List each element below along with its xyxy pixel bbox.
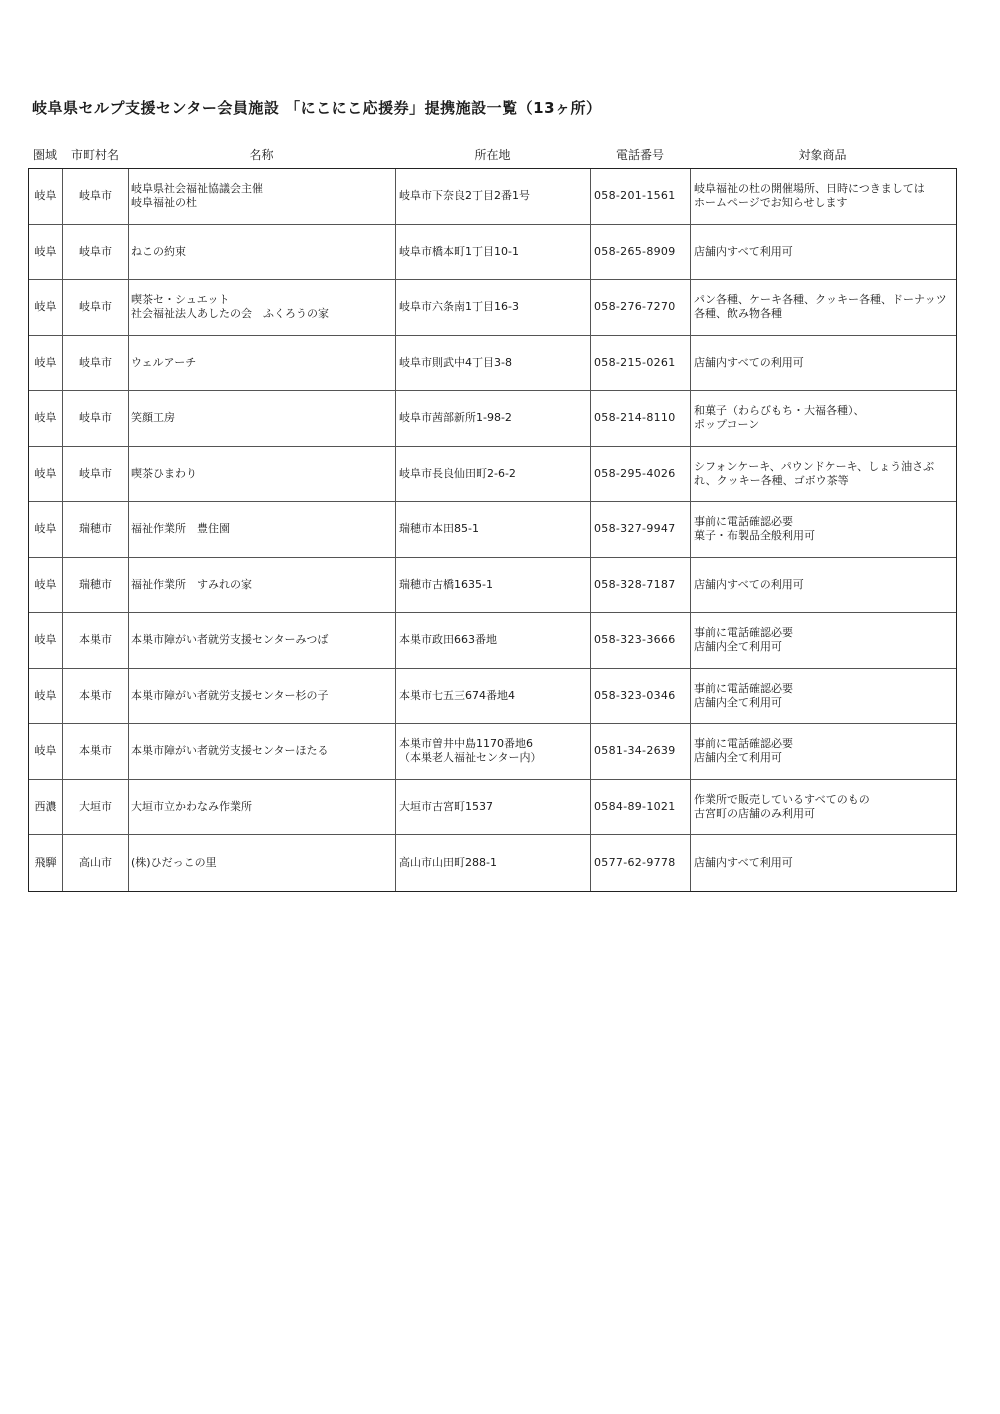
- products-line: 店舗内全て利用可: [694, 751, 782, 765]
- table-row: [29, 613, 956, 669]
- facility-name-cell: [129, 447, 396, 502]
- area-cell: 岐阜: [29, 447, 63, 502]
- products-line: 事前に電話確認必要: [694, 737, 793, 751]
- products-line: 作業所で販売しているすべてのもの: [694, 792, 870, 806]
- table-row: [29, 724, 956, 780]
- city-cell: 岐阜市: [63, 169, 129, 224]
- area-cell: 飛騨: [29, 835, 63, 891]
- address-line: 瑞穂市本田85-1: [399, 522, 479, 536]
- city-cell: 本巣市: [63, 724, 129, 779]
- products-line: 古宮町の店舗のみ利用可: [694, 806, 815, 820]
- area-cell: 岐阜: [29, 280, 63, 335]
- table-row: [29, 280, 956, 336]
- phone-cell: 058-215-0261: [591, 336, 691, 391]
- city-cell: 高山市: [63, 835, 129, 891]
- products-cell: [691, 447, 956, 502]
- phone-cell: 058-323-3666: [591, 613, 691, 668]
- facility-name-line: (株)ひだっこの里: [131, 855, 217, 869]
- address-cell: [396, 336, 591, 391]
- facility-name-line: 福祉作業所 すみれの家: [131, 577, 252, 591]
- facility-name-line: ウェルアーチ: [131, 355, 197, 369]
- facility-name-line: 岐阜福祉の杜: [131, 196, 197, 210]
- phone-cell: 058-328-7187: [591, 558, 691, 613]
- address-cell: [396, 724, 591, 779]
- header-name: 名称: [249, 148, 274, 162]
- address-cell: [396, 835, 591, 891]
- header-tel: 電話番号: [615, 148, 664, 162]
- address-line: 岐阜市茜部新所1-98-2: [399, 411, 512, 425]
- header-city: 市町村名: [70, 148, 119, 162]
- area-cell: 岐阜: [29, 669, 63, 724]
- table-row: [29, 502, 956, 558]
- products-cell: [691, 391, 956, 446]
- facility-name-cell: [129, 724, 396, 779]
- phone-cell: 058-276-7270: [591, 280, 691, 335]
- facility-name-cell: [129, 280, 396, 335]
- facility-name-line: 大垣市立かわなみ作業所: [131, 799, 252, 813]
- address-cell: [396, 225, 591, 280]
- products-line: 店舗内すべて利用可: [694, 244, 793, 258]
- address-line: 岐阜市長良仙田町2-6-2: [399, 466, 516, 480]
- address-cell: [396, 447, 591, 502]
- products-line: 菓子・布製品全般利用可: [694, 529, 815, 543]
- products-line: 事前に電話確認必要: [694, 626, 793, 640]
- address-line: 瑞穂市古橋1635-1: [399, 577, 493, 591]
- facility-name-line: 本巣市障がい者就労支援センター杉の子: [131, 688, 329, 702]
- facility-name-cell: [129, 613, 396, 668]
- products-cell: [691, 225, 956, 280]
- city-cell: 瑞穂市: [63, 558, 129, 613]
- table-row: [29, 447, 956, 503]
- products-line: 事前に電話確認必要: [694, 681, 793, 695]
- address-line: 本巣市七五三674番地4: [399, 688, 515, 702]
- phone-cell: 058-265-8909: [591, 225, 691, 280]
- address-cell: [396, 502, 591, 557]
- products-line: 岐阜福祉の杜の開催場所、日時につきましては: [694, 182, 925, 196]
- area-cell: 岐阜: [29, 558, 63, 613]
- address-line: 大垣市古宮町1537: [399, 799, 493, 813]
- phone-cell: 0584-89-1021: [591, 780, 691, 835]
- city-cell: 岐阜市: [63, 447, 129, 502]
- facility-name-cell: [129, 558, 396, 613]
- products-line: 店舗内すべての利用可: [694, 355, 804, 369]
- phone-cell: 058-327-9947: [591, 502, 691, 557]
- city-cell: 本巣市: [63, 613, 129, 668]
- products-line: れ、クッキー各種、ゴボウ茶等: [694, 473, 849, 487]
- address-cell: [396, 780, 591, 835]
- city-cell: 岐阜市: [63, 391, 129, 446]
- address-line: 高山市山田町288-1: [399, 855, 497, 869]
- facility-name-line: 本巣市障がい者就労支援センターみつば: [131, 633, 329, 647]
- address-cell: [396, 169, 591, 224]
- address-cell: [396, 558, 591, 613]
- products-line: ホームページでお知らせします: [694, 196, 848, 210]
- products-cell: [691, 502, 956, 557]
- facility-name-line: 岐阜県社会福祉協議会主催: [131, 182, 263, 196]
- facility-name-line: 喫茶セ・シュエット: [131, 293, 230, 307]
- products-cell: [691, 336, 956, 391]
- facility-name-cell: [129, 391, 396, 446]
- header-products: 対象商品: [798, 148, 847, 162]
- city-cell: 岐阜市: [63, 336, 129, 391]
- products-line: ポップコーン: [694, 418, 760, 432]
- products-line: 事前に電話確認必要: [694, 515, 793, 529]
- area-cell: 岐阜: [29, 225, 63, 280]
- city-cell: 岐阜市: [63, 225, 129, 280]
- table-row: [29, 669, 956, 725]
- phone-cell: 058-323-0346: [591, 669, 691, 724]
- facility-name-cell: [129, 169, 396, 224]
- phone-cell: 0577-62-9778: [591, 835, 691, 891]
- table-row: [29, 336, 956, 392]
- facility-table: [28, 168, 957, 892]
- column-headers: [28, 143, 957, 165]
- facility-name-cell: [129, 669, 396, 724]
- phone-cell: 058-214-8110: [591, 391, 691, 446]
- address-line: 岐阜市下奈良2丁目2番1号: [399, 189, 530, 203]
- products-line: 和菓子（わらびもち・大福各種）、: [694, 404, 865, 418]
- area-cell: 岐阜: [29, 502, 63, 557]
- city-cell: 大垣市: [63, 780, 129, 835]
- table-row: [29, 225, 956, 281]
- products-cell: [691, 613, 956, 668]
- facility-name-cell: [129, 835, 396, 891]
- phone-cell: 058-295-4026: [591, 447, 691, 502]
- table-row: [29, 835, 956, 891]
- page-title: 岐阜県セルプ支援センター会員施設 「にこにこ応援券」提携施設一覧（13ヶ所）: [32, 99, 602, 117]
- area-cell: 岐阜: [29, 391, 63, 446]
- address-cell: [396, 391, 591, 446]
- facility-name-line: ねこの約束: [131, 244, 186, 258]
- city-cell: 本巣市: [63, 669, 129, 724]
- products-line: 店舗内すべて利用可: [694, 855, 793, 869]
- facility-name-cell: [129, 225, 396, 280]
- facility-name-cell: [129, 502, 396, 557]
- products-cell: [691, 558, 956, 613]
- address-line: 岐阜市橋本町1丁目10-1: [399, 244, 519, 258]
- table-row: [29, 558, 956, 614]
- phone-cell: 058-201-1561: [591, 169, 691, 224]
- phone-cell: 0581-34-2639: [591, 724, 691, 779]
- products-line: 店舗内すべての利用可: [694, 577, 804, 591]
- products-line: 各種、飲み物各種: [694, 307, 782, 321]
- address-line: （本巣老人福祉センター内）: [399, 751, 542, 765]
- products-cell: [691, 669, 956, 724]
- address-line: 本巣市政田663番地: [399, 633, 497, 647]
- address-cell: [396, 613, 591, 668]
- facility-name-line: 笑顔工房: [131, 411, 175, 425]
- city-cell: 瑞穂市: [63, 502, 129, 557]
- header-area: 圏域: [32, 148, 57, 162]
- address-cell: [396, 280, 591, 335]
- products-cell: [691, 280, 956, 335]
- address-line: 岐阜市六条南1丁目16-3: [399, 300, 519, 314]
- facility-name-line: 喫茶ひまわり: [131, 466, 197, 480]
- products-line: シフォンケーキ、パウンドケーキ、しょう油さぶ: [694, 459, 935, 473]
- table-row: [29, 169, 956, 225]
- products-cell: [691, 835, 956, 891]
- area-cell: 岐阜: [29, 336, 63, 391]
- area-cell: 岐阜: [29, 724, 63, 779]
- products-line: 店舗内全て利用可: [694, 640, 782, 654]
- facility-name-cell: [129, 780, 396, 835]
- address-line: 本巣市曽井中島1170番地6: [399, 737, 533, 751]
- city-cell: 岐阜市: [63, 280, 129, 335]
- facility-name-line: 本巣市障がい者就労支援センターほたる: [131, 744, 329, 758]
- address-cell: [396, 669, 591, 724]
- table-row: [29, 391, 956, 447]
- facility-name-line: 社会福祉法人あしたの会 ふくろうの家: [131, 307, 329, 321]
- products-cell: [691, 780, 956, 835]
- area-cell: 岐阜: [29, 613, 63, 668]
- table-row: [29, 780, 956, 836]
- header-address: 所在地: [474, 148, 511, 162]
- products-cell: [691, 169, 956, 224]
- area-cell: 岐阜: [29, 169, 63, 224]
- products-line: パン各種、ケーキ各種、クッキー各種、ドーナッツ: [694, 293, 947, 307]
- address-line: 岐阜市則武中4丁目3-8: [399, 355, 512, 369]
- area-cell: 西濃: [29, 780, 63, 835]
- facility-name-line: 福祉作業所 豊住園: [131, 522, 230, 536]
- facility-name-cell: [129, 336, 396, 391]
- products-cell: [691, 724, 956, 779]
- products-line: 店舗内全て利用可: [694, 695, 782, 709]
